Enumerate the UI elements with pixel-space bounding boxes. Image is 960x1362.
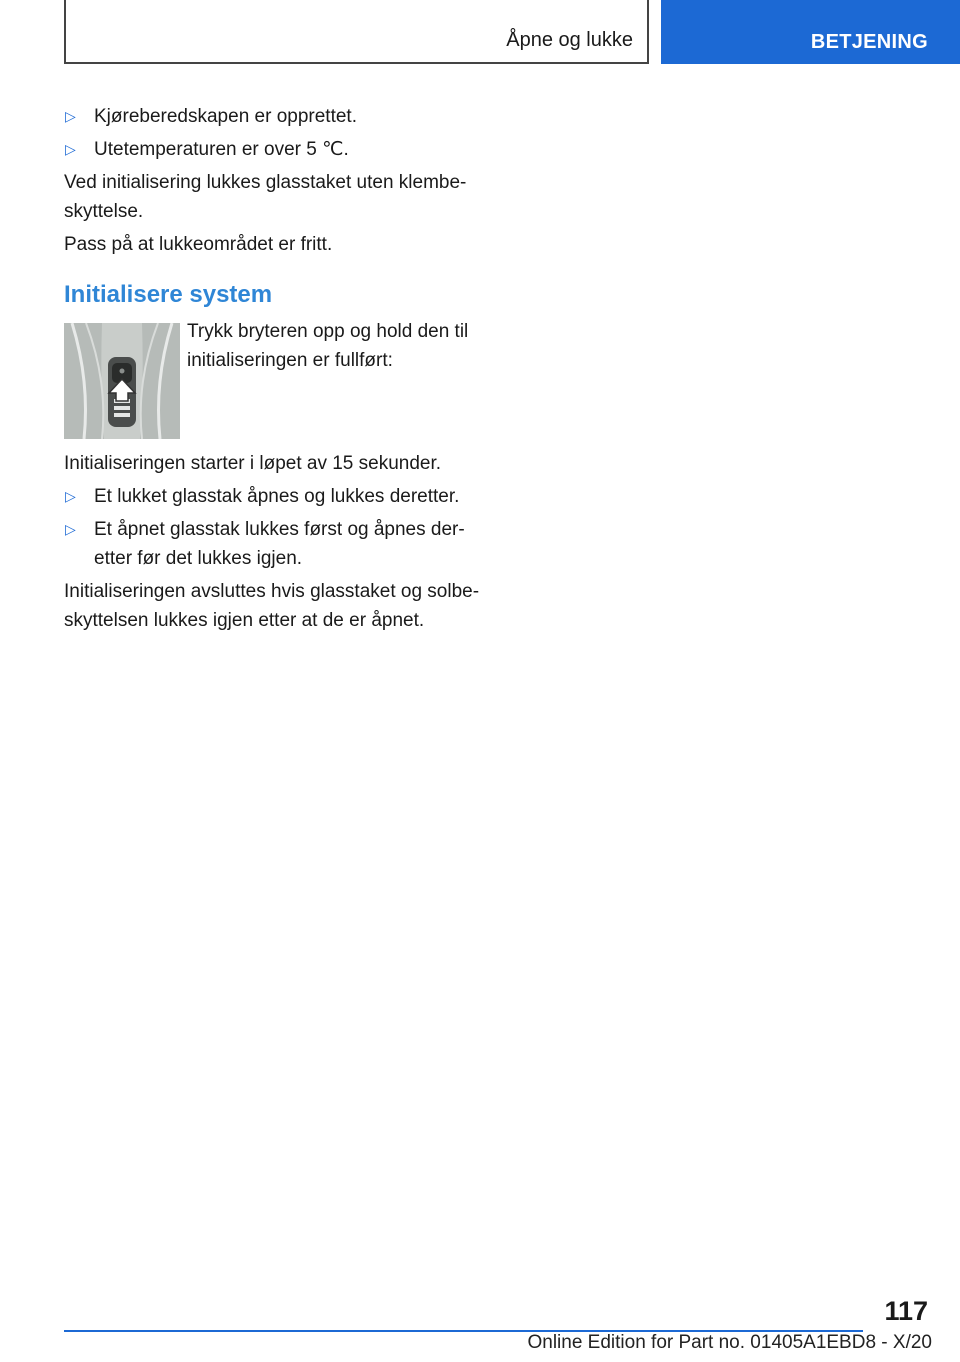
list-item (64, 482, 484, 511)
triangle-right-outline-icon: ▷ (65, 108, 76, 124)
triangle-right-outline-icon: ▷ (65, 488, 76, 504)
section-heading: Initialisere system (64, 281, 273, 308)
paragraph-initialization-note: Ved initialisering lukkes glasstaket uten klembe-skyttelse. (64, 172, 467, 222)
list-item-text: Et åpnet glasstak lukkes først og åpnes der-etter før det lukkes igjen. (94, 519, 465, 569)
footer-edition-text: Online Edition for Part no. 01405A1EBD8 - X/20 (527, 1332, 932, 1353)
paragraph-start-time: Initialiseringen starter i løpet av 15 sekunder. (64, 453, 442, 474)
list-item (64, 102, 484, 131)
roof-switch-illustration (64, 323, 180, 439)
page-number: 117 (884, 1296, 928, 1326)
figure-instruction: Trykk bryteren opp og hold den til initialiseringen er fullført: (187, 321, 469, 371)
list-item (64, 515, 484, 573)
chapter-tab (661, 0, 960, 64)
list-item-text: Utetemperaturen er over 5 ℃. (94, 139, 349, 160)
figure-row (64, 317, 484, 435)
main-content (64, 102, 484, 639)
list-item-text: Kjøreberedskapen er opprettet. (94, 106, 357, 127)
triangle-right-outline-icon: ▷ (65, 521, 76, 537)
section-title: Åpne og lukke (506, 29, 633, 51)
header-section-box (64, 0, 649, 64)
list-item (64, 135, 484, 164)
chapter-title: BETJENING (810, 31, 928, 53)
triangle-right-outline-icon: ▷ (65, 141, 76, 157)
paragraph-closing-area: Pass på at lukkeområdet er fritt. (64, 234, 333, 255)
list-item-text: Et lukket glasstak åpnes og lukkes deretter. (94, 486, 460, 507)
paragraph-end-condition: Initialiseringen avsluttes hvis glasstaket og solbe-skyttelsen lukkes igjen etter at de er åpnet. (64, 581, 480, 631)
